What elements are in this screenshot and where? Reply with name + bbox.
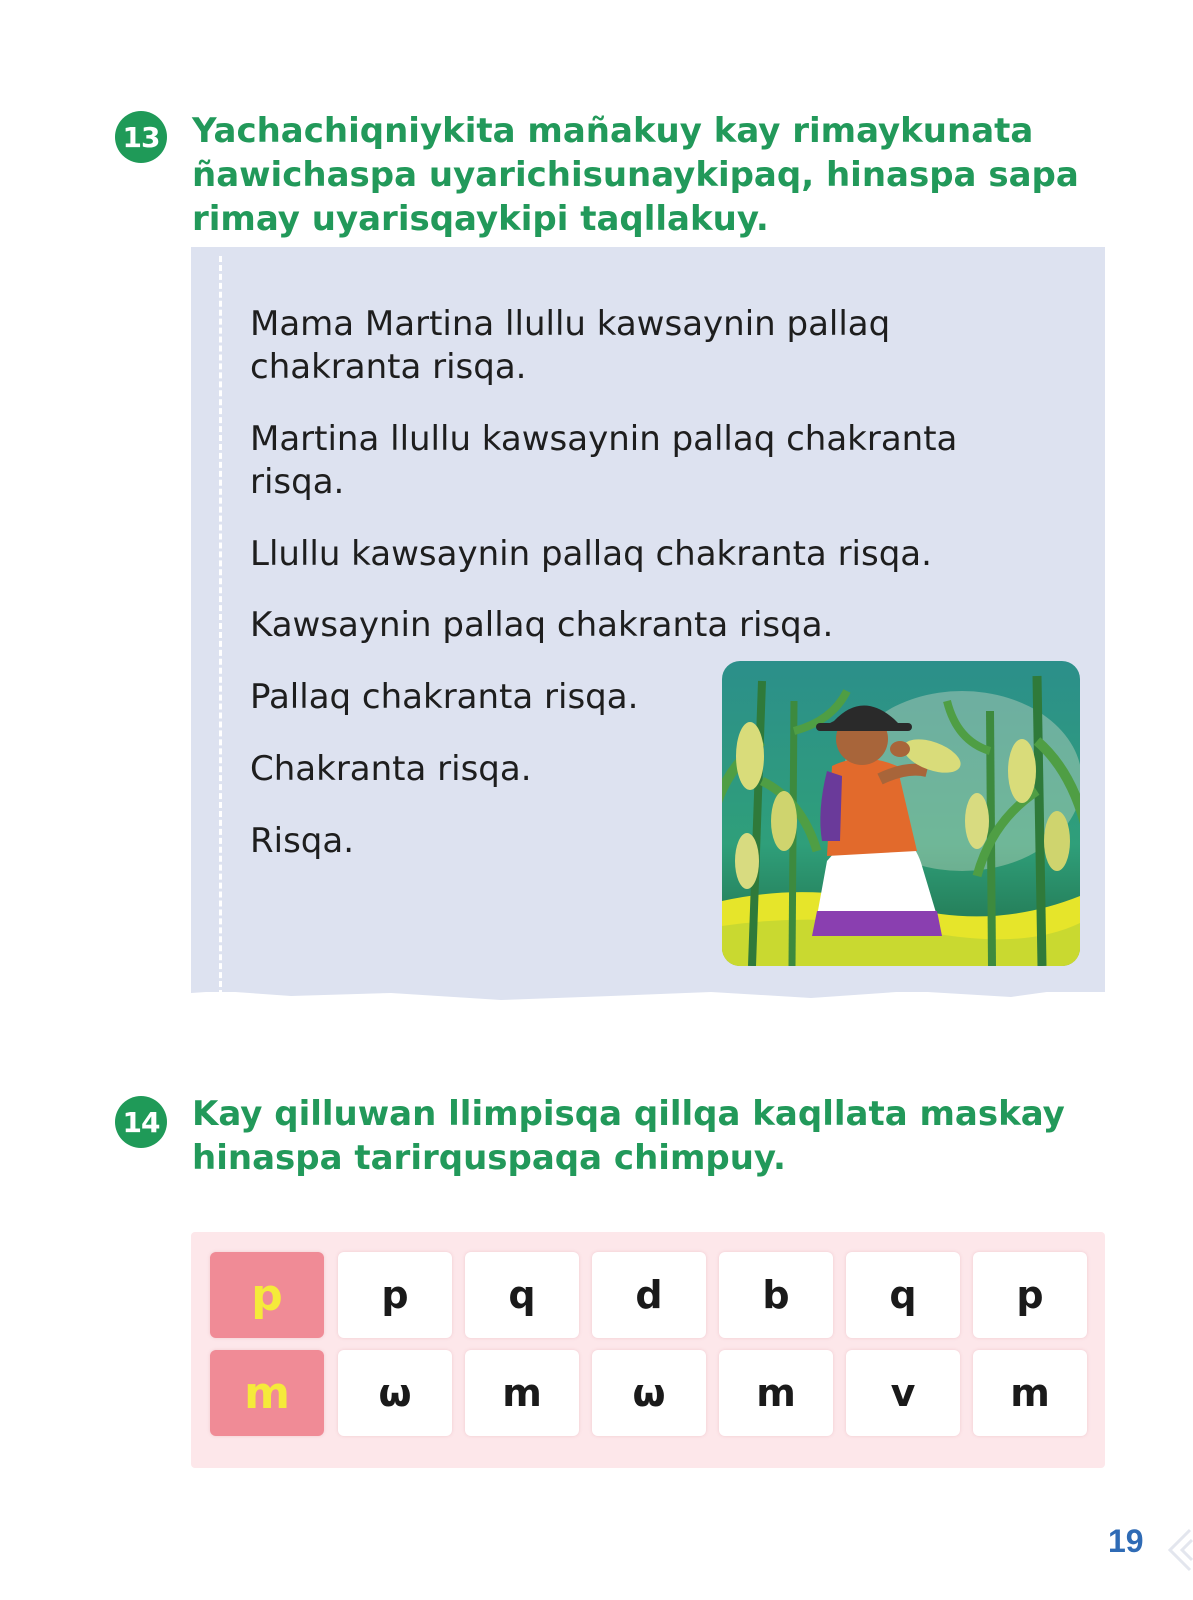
reading-line: Kawsaynin pallaq chakranta risqa. — [250, 605, 834, 645]
letter-cell[interactable]: m — [719, 1350, 833, 1436]
reading-line: Chakranta risqa. — [250, 749, 532, 789]
reading-line: Llullu kawsaynin pallaq chakranta risqa. — [250, 534, 932, 574]
letter-cell[interactable]: q — [846, 1252, 960, 1338]
letter-cell[interactable]: q — [465, 1252, 579, 1338]
key-letter-cell: m — [210, 1350, 324, 1436]
exercise-14-instruction: Kay qilluwan llimpisqa qillqa kaqllata maskay hinaspa tarirquspaqa chimpuy. — [192, 1094, 1065, 1178]
torn-edge — [191, 988, 1105, 1006]
letter-cell[interactable]: v — [846, 1350, 960, 1436]
reading-line: Risqa. — [250, 821, 355, 861]
letter-cell[interactable]: ω — [338, 1350, 452, 1436]
letter-cell[interactable]: p — [973, 1252, 1087, 1338]
dashed-divider — [219, 256, 222, 996]
letter-cell[interactable]: d — [592, 1252, 706, 1338]
exercise-14-badge: 14 — [115, 1096, 167, 1148]
reading-line: Martina llullu kawsaynin pallaq chakranta risqa. — [250, 419, 958, 502]
letter-cell[interactable]: ω — [592, 1350, 706, 1436]
key-letter-cell: p — [210, 1252, 324, 1338]
woman-corn-field-illustration — [722, 661, 1080, 966]
reading-line: Pallaq chakranta risqa. — [250, 677, 639, 717]
exercise-13-badge: 13 — [115, 111, 167, 163]
corner-diamond-icon — [1150, 1520, 1193, 1580]
letter-cell[interactable]: b — [719, 1252, 833, 1338]
letter-cell[interactable]: m — [465, 1350, 579, 1436]
letter-cell[interactable]: m — [973, 1350, 1087, 1436]
letter-cell[interactable]: p — [338, 1252, 452, 1338]
exercise-13-instruction: Yachachiqniykita mañakuy kay rimaykunata ñawichaspa uyarichisunaykipaq, hinaspa sapa rimay uyarisqaykipi taqllakuy. — [192, 111, 1079, 239]
reading-line: Mama Martina llullu kawsaynin pallaq chakranta risqa. — [250, 304, 891, 387]
page-number: 19 — [1108, 1523, 1144, 1559]
